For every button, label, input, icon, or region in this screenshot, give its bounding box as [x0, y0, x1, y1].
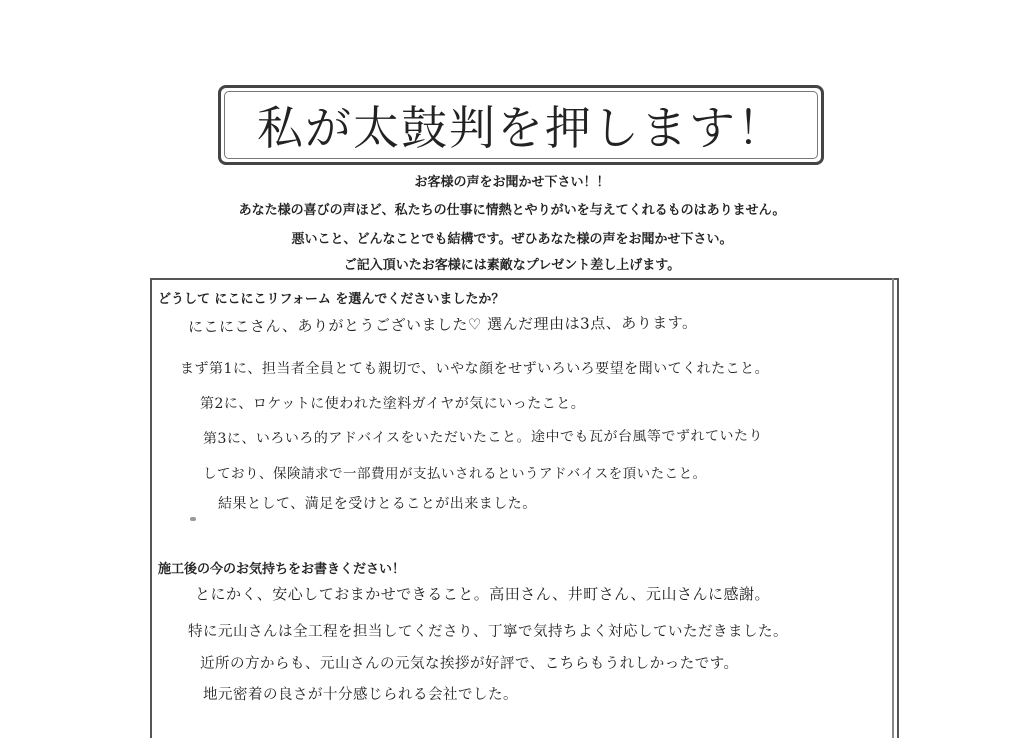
title-banner	[218, 85, 824, 165]
intro-line-1: お客様の声をお聞かせ下さい！！	[414, 175, 610, 190]
answer-line: 近所の方からも、元山さんの元気な挨拶が好評で、こちらもうれしかったです。	[200, 656, 739, 672]
question-why-chosen: どうして にこにこリフォーム を選んでくださいましたか？	[158, 292, 505, 307]
answer-line: 第3に、いろいろ的アドバイスをいただいたこと。途中でも瓦が台風等でずれていたり	[202, 428, 764, 447]
intro-line-3: 悪いこと、どんなことでも結構です。ぜひあなた様の声をお聞かせ下さい。	[291, 232, 733, 247]
answer-line: 結果として、満足を受けとることが出来ました。	[218, 496, 537, 512]
answer-line: 第2に、ロケットに使われた塗料ガイヤが気にいったこと。	[200, 396, 586, 412]
answer-line: 地元密着の良さが十分感じられる会社でした。	[203, 687, 518, 703]
answer-line: まず第1に、担当者全員とても親切で、いやな顔をせずいろいろ要望を聞いてくれたこと。	[180, 361, 770, 377]
answer-line: にこにこさん、ありがとうございました♡ 選んだ理由は3点、あります。	[187, 313, 698, 336]
stray-pen-mark	[190, 517, 196, 521]
page-title: 私が太鼓判を押します！	[257, 101, 785, 155]
answer-line: 特に元山さんは全工程を担当してくださり、丁寧で気持ちよく対応していただきました。	[188, 624, 788, 640]
question-current-feelings: 施工後の今のお気持ちをお書きください！	[158, 562, 406, 577]
intro-line-4: ご記入頂いたお客様には素敵なプレゼント差し上げます。	[343, 258, 681, 273]
answer-line: とにかく、安心しておまかせできること。高田さん、井町さん、元山さんに感謝。	[195, 585, 771, 603]
intro-line-2: あなた様の喜びの声ほど、私たちの仕事に情熱とやりがいを与えてくれるものはありません。	[238, 203, 786, 218]
frame-border-accent	[892, 278, 894, 738]
answer-line: しており、保険請求で一部費用が支払いされるというアドバイスを頂いたこと。	[203, 466, 707, 482]
